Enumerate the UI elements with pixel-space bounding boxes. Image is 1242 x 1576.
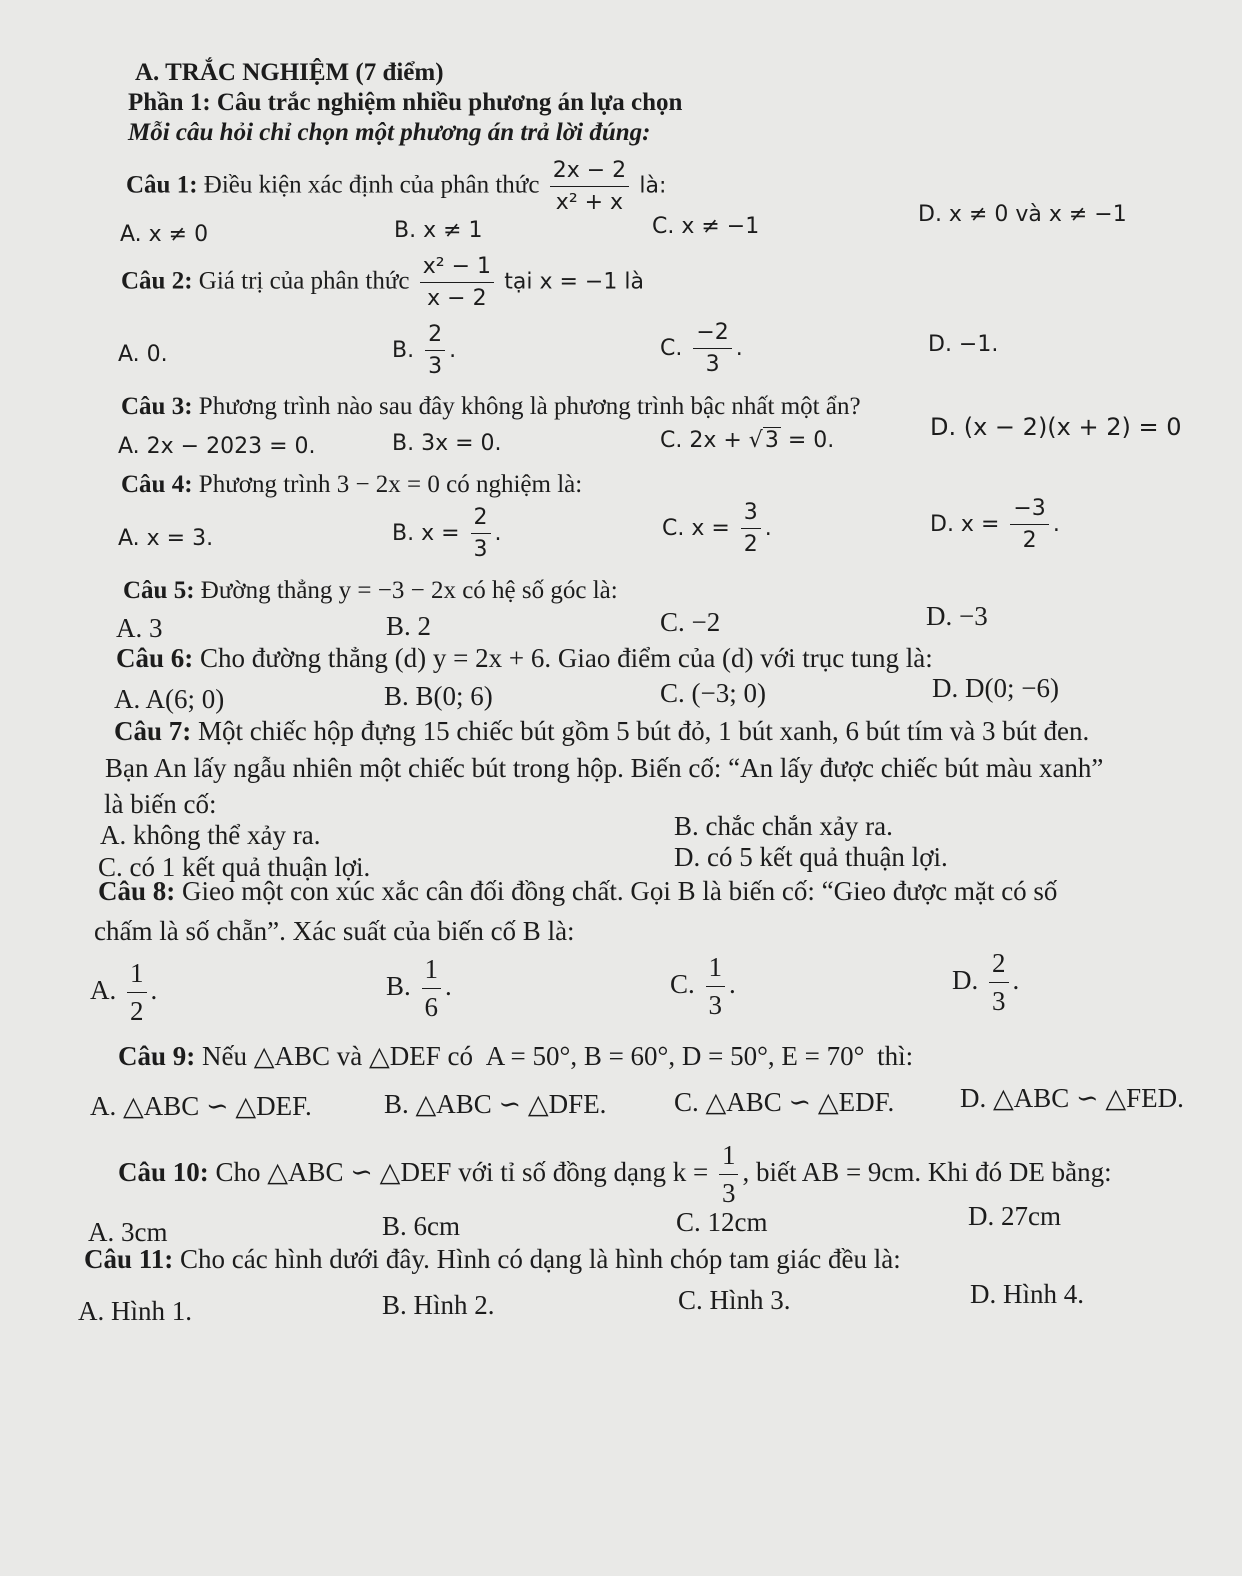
q8-label: Câu 8: (98, 876, 176, 906)
q2-c-label: C. (660, 335, 683, 361)
question-7 (114, 715, 1089, 747)
q10-label: Câu 10: (118, 1156, 209, 1187)
q4-option-a[interactable]: A. x = 3. (118, 526, 214, 551)
q1-option-c[interactable]: C. x ≠ −1 (652, 214, 760, 239)
q2-c-num: −2 (693, 320, 731, 349)
q1-text: Điều kiện xác định của phân thức (203, 171, 540, 199)
q9-option-b[interactable]: B. △ABC ∽ △DFE. (384, 1089, 607, 1119)
q2-frac-num: x² − 1 (420, 254, 494, 283)
q6-option-c[interactable]: C. (−3; 0) (660, 678, 766, 708)
q3-c-pre: C. 2x + (660, 428, 742, 453)
q8-a-label: A. (90, 974, 117, 1005)
q9-label: Câu 9: (118, 1041, 196, 1071)
q3-c-post: = 0. (787, 428, 835, 453)
q4-b-fraction (471, 505, 491, 563)
q2-fraction (420, 254, 494, 312)
q1-frac-den: x² + x (555, 190, 624, 216)
q4-label: Câu 4: (121, 471, 193, 498)
q6-label: Câu 6: (116, 643, 194, 673)
q8-option-d[interactable]: D. $\frac{2}{3}$ . (952, 948, 1020, 1017)
q11-option-d[interactable]: D. Hình 4. (970, 1279, 1084, 1309)
q6-option-d[interactable]: D. D(0; −6) (932, 673, 1059, 703)
q8-a-fraction (127, 958, 147, 1027)
q4-b-label: B. x = (392, 520, 460, 546)
q11-label: Câu 11: (84, 1244, 174, 1274)
q8-b-fraction (422, 954, 442, 1023)
q8-a-den: 2 (130, 996, 144, 1027)
q3-option-a[interactable]: A. 2x − 2023 = 0. (118, 434, 316, 459)
q2-text: Giá trị của phân thức (198, 267, 410, 295)
q7-label: Câu 7: (114, 716, 192, 746)
q7-option-a[interactable]: A. không thể xảy ra. (100, 820, 321, 850)
q10-option-c[interactable]: C. 12cm (676, 1207, 768, 1237)
q6-option-a[interactable]: A. A(6; 0) (114, 684, 225, 714)
question-2 (121, 254, 644, 312)
q10-k-fraction (719, 1140, 739, 1209)
q4-c-label: C. x = (662, 515, 730, 541)
part-title: Phần 1: Câu trắc nghiệm nhiều phương án lựa chọn (128, 89, 683, 116)
q7-line2: Bạn An lấy ngẫu nhiên một chiếc bút trong hộp. Biến cố: “An lấy được chiếc bút màu xanh” (105, 753, 1104, 783)
q1-tail: là: (639, 173, 667, 199)
q7-line1: Một chiếc hộp đựng 15 chiếc bút gồm 5 bút đỏ, 1 bút xanh, 6 bút tím và 3 bút đen. (198, 716, 1090, 746)
q8-option-a[interactable]: A. $\frac{1}{2}$ . (90, 958, 158, 1027)
q3-text: Phương trình nào sau đây không là phương trình bậc nhất một ẩn? (198, 393, 861, 420)
q10-text1: Cho △ABC ∽ △DEF với tỉ số đồng dạng k = (215, 1156, 709, 1187)
instruction: Mỗi câu hỏi chỉ chọn một phương án trả lời đúng: (128, 119, 651, 146)
q4-d-label: D. x = (930, 511, 1000, 537)
q9-option-a[interactable]: A. △ABC ∽ △DEF. (90, 1091, 312, 1121)
q10-option-b[interactable]: B. 6cm (382, 1211, 460, 1241)
q10-text2: , biết AB = 9cm. Khi đó DE bằng: (742, 1156, 1112, 1187)
q11-option-b[interactable]: B. Hình 2. (382, 1290, 495, 1320)
q4-option-b[interactable]: B. x = $\frac{2}{3}$ . (392, 505, 502, 563)
q4-b-den: 3 (473, 537, 488, 563)
q8-line1: Gieo một con xúc xắc cân đối đồng chất. Gọi B là biến cố: “Gieo được mặt có số (182, 876, 1058, 906)
q8-line2: chấm là số chẵn”. Xác suất của biến cố B là: (94, 916, 575, 946)
q8-d-label: D. (952, 964, 979, 995)
q4-option-c[interactable]: C. x = $\frac{3}{2}$ . (662, 500, 772, 558)
q4-c-den: 2 (743, 532, 758, 558)
q4-option-d[interactable]: D. x = $\frac{-3}{2}$ . (930, 496, 1060, 554)
q2-label: Câu 2: (121, 267, 193, 295)
q4-d-num: −3 (1010, 496, 1048, 525)
q9-text: Nếu △ABC và △DEF có (202, 1041, 474, 1071)
q3-c-radicand: 3 (764, 428, 779, 453)
q2-b-fraction (425, 322, 445, 380)
q7-line3: là biến cố: (104, 789, 217, 819)
q5-option-d[interactable]: D. −3 (926, 601, 988, 631)
q8-a-num: 1 (127, 958, 147, 993)
q8-c-fraction (706, 952, 726, 1021)
q3-label: Câu 3: (121, 393, 193, 420)
q2-c-den: 3 (705, 352, 720, 378)
q1-option-a[interactable]: A. x ≠ 0 (120, 222, 209, 247)
q5-option-c[interactable]: C. −2 (660, 607, 721, 637)
q9-tail: thì: (877, 1041, 914, 1071)
q4-d-fraction (1010, 496, 1048, 554)
q1-fraction (550, 158, 629, 216)
q3-option-b[interactable]: B. 3x = 0. (392, 431, 502, 456)
q3-option-c[interactable] (660, 426, 834, 456)
question-10 (118, 1140, 1112, 1209)
q2-option-d[interactable]: D. −1. (928, 332, 999, 357)
q4-d-den: 2 (1022, 528, 1037, 554)
q2-tail: tại x = −1 là (504, 269, 644, 295)
q1-frac-num: 2x − 2 (550, 158, 629, 187)
q9-option-d[interactable]: D. △ABC ∽ △FED. (960, 1083, 1184, 1113)
q2-option-c[interactable]: C. $\frac{-2}{3}$ . (660, 320, 743, 378)
question-9 (118, 1040, 913, 1072)
q10-option-d[interactable]: D. 27cm (968, 1201, 1061, 1231)
question-1 (126, 158, 666, 216)
q11-text: Cho các hình dưới đây. Hình có dạng là hình chóp tam giác đều là: (180, 1244, 901, 1274)
q8-b-den: 6 (424, 992, 439, 1023)
q10-k-den: 3 (721, 1178, 736, 1209)
q1-option-b[interactable]: B. x ≠ 1 (394, 218, 483, 243)
q4-c-fraction (741, 500, 761, 558)
q8-option-b[interactable]: B. $\frac{1}{6}$ . (386, 954, 452, 1023)
q2-b-num: 2 (425, 322, 445, 351)
question-8 (98, 875, 1057, 907)
q5-option-b[interactable]: B. 2 (386, 611, 432, 641)
q11-option-a[interactable]: A. Hình 1. (78, 1296, 192, 1326)
q7-option-d[interactable]: D. có 5 kết quả thuận lợi. (674, 842, 948, 872)
q2-b-label: B. (392, 337, 415, 363)
q7-option-c[interactable]: C. có 1 kết quả thuận lợi. (98, 852, 371, 882)
q1-option-d[interactable]: D. x ≠ 0 và x ≠ −1 (918, 202, 1127, 227)
q2-frac-den: x − 2 (427, 286, 487, 312)
q5-option-a[interactable]: A. 3 (116, 613, 163, 643)
q8-d-fraction (989, 948, 1009, 1017)
q3-option-d[interactable]: D. (x − 2)(x + 2) = 0 (930, 413, 1182, 441)
q8-c-den: 3 (708, 990, 723, 1021)
question-11 (84, 1243, 901, 1275)
q2-c-fraction (693, 320, 731, 378)
section-title: A. TRẮC NGHIỆM (7 điểm) (135, 59, 444, 86)
q6-text: Cho đường thẳng (d) y = 2x + 6. Giao điểm của (d) với trục tung là: (200, 643, 933, 673)
q4-text: Phương trình 3 − 2x = 0 có nghiệm là: (198, 471, 583, 498)
q4-b-num: 2 (471, 505, 491, 534)
q7-option-b[interactable]: B. chắc chắn xảy ra. (674, 811, 893, 841)
q8-b-num: 1 (422, 954, 442, 989)
q8-d-den: 3 (992, 986, 1006, 1017)
q5-text: Đường thẳng y = −3 − 2x có hệ số góc là: (200, 577, 618, 604)
question-6 (116, 642, 933, 674)
sqrt-icon: √3 (748, 428, 779, 453)
question-4 (121, 470, 582, 500)
q8-c-label: C. (670, 968, 695, 999)
q8-b-label: B. (386, 970, 411, 1001)
q4-c-num: 3 (741, 500, 761, 529)
q11-option-c[interactable]: C. Hình 3. (678, 1285, 791, 1315)
q2-option-b[interactable]: B. $\frac{2}{3}$ . (392, 322, 457, 380)
q10-k-num: 1 (719, 1140, 739, 1175)
q5-label: Câu 5: (123, 577, 195, 604)
q8-d-num: 2 (989, 948, 1009, 983)
q10-option-a[interactable]: A. 3cm (88, 1217, 168, 1247)
q9-option-c[interactable]: C. △ABC ∽ △EDF. (674, 1087, 895, 1117)
q2-option-a[interactable]: A. 0. (118, 342, 168, 367)
q6-option-b[interactable]: B. B(0; 6) (384, 681, 493, 711)
q1-label: Câu 1: (126, 171, 198, 199)
question-3 (121, 392, 861, 422)
q2-b-den: 3 (428, 354, 443, 380)
q8-c-num: 1 (706, 952, 726, 987)
question-5 (123, 576, 618, 606)
q9-angles: A = 50°, B = 60°, D = 50°, E = 70° (485, 1041, 865, 1071)
q8-option-c[interactable]: C. $\frac{1}{3}$ . (670, 952, 736, 1021)
